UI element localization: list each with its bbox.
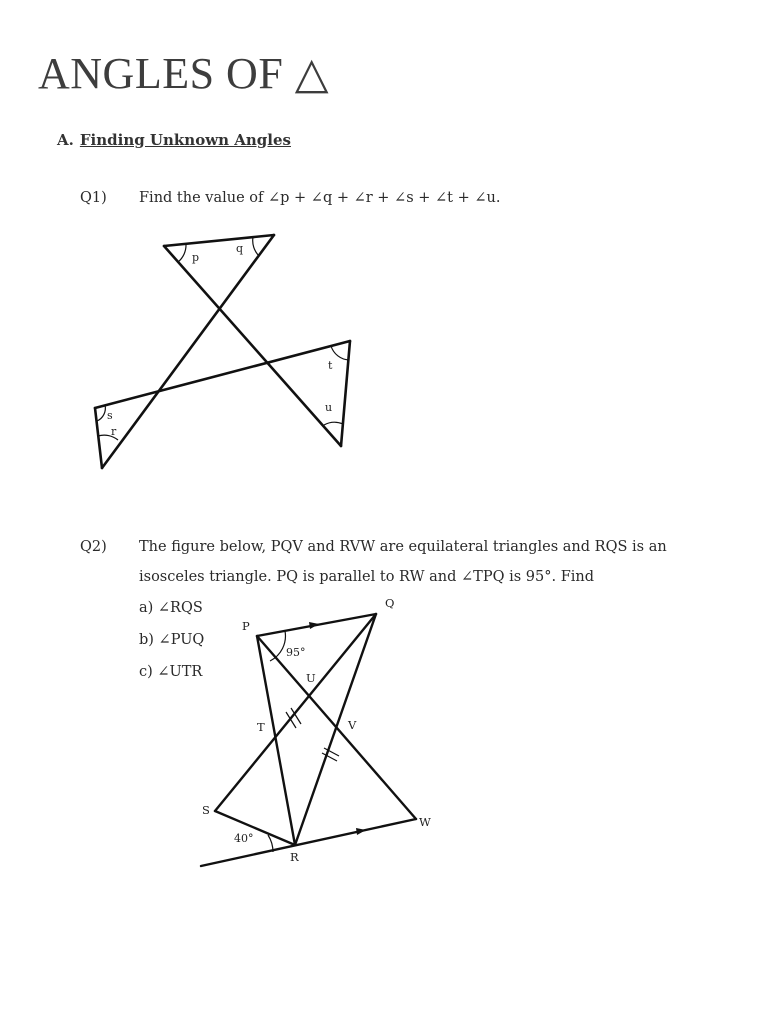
- q2-label-W: W: [419, 815, 431, 829]
- q2-label-V: V: [348, 718, 357, 732]
- q1-figure: [95, 235, 350, 468]
- q2-line1: The figure below, PQV and RVW are equilateral triangles and RQS is an: [139, 539, 667, 555]
- q2-line-PR: [257, 636, 295, 845]
- q1-label-t: t: [328, 359, 333, 372]
- q1-arc-q: [253, 237, 259, 256]
- page-title: ANGLES OF △: [38, 49, 330, 98]
- q1-label-q: q: [236, 242, 244, 255]
- q1-arc-p: [178, 244, 186, 262]
- section-heading: Finding Unknown Angles: [79, 131, 291, 149]
- q2-part-c: c) ∠UTR: [139, 664, 203, 680]
- q2-line2: isosceles triangle. PQ is parallel to RW and ∠TPQ is 95°. Find: [139, 569, 595, 585]
- q1-text: Find the value of ∠p + ∠q + ∠r + ∠s + ∠t + ∠u.: [139, 190, 501, 206]
- q2-figure: [201, 614, 416, 866]
- q2-label-Q: Q: [385, 596, 395, 610]
- q1-line-s-to-t: [95, 341, 350, 408]
- q1-label-r: r: [111, 425, 117, 438]
- q1-line-left: [95, 408, 102, 468]
- q2-label-U: U: [306, 671, 316, 685]
- q1-line-q-to-r: [102, 235, 274, 468]
- q2-number: Q2): [80, 539, 107, 555]
- q2-label-95: 95°: [286, 646, 306, 659]
- q1-line-top: [164, 235, 274, 246]
- q1-line-right: [341, 341, 350, 446]
- q1-number: Q1): [80, 190, 107, 206]
- q1-arc-t: [331, 346, 349, 360]
- q2-line-SR: [215, 811, 295, 845]
- q2-line-QS: [215, 614, 376, 811]
- section-letter: A.: [57, 131, 74, 149]
- q2-part-b: b) ∠PUQ: [139, 632, 205, 648]
- q1-angle-arcs: [97, 237, 349, 440]
- q2-label-40: 40°: [234, 832, 254, 845]
- q1-arc-u: [324, 422, 343, 425]
- q2-line-QR: [295, 614, 376, 845]
- q2-label-P: P: [242, 619, 250, 633]
- q2-part-a: a) ∠RQS: [139, 600, 203, 616]
- q2-label-R: R: [290, 850, 299, 864]
- q2-arc-95: [270, 631, 285, 661]
- q1-label-s: s: [107, 409, 113, 422]
- q2-label-T: T: [257, 720, 265, 734]
- q1-label-p: p: [192, 251, 200, 264]
- q2-label-S: S: [202, 803, 210, 817]
- q1-label-u: u: [325, 401, 333, 414]
